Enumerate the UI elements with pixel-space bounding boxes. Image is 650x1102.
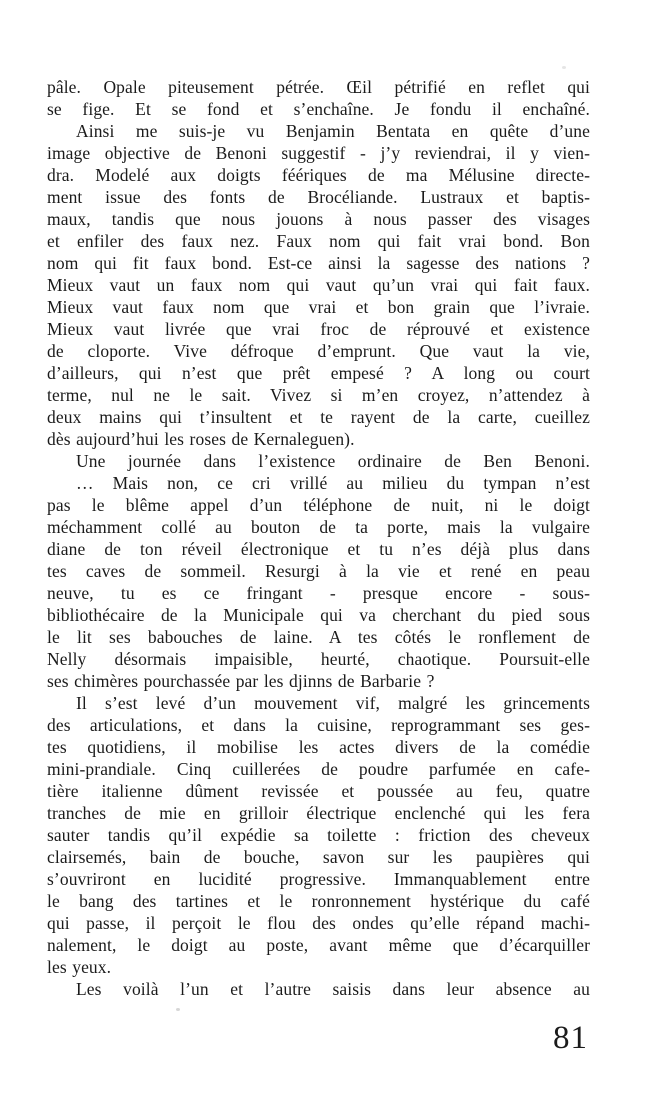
text-line: tranches de mie en grilloir électrique enclenché qui les fera [47, 803, 590, 823]
text-line: méchamment collé au bouton de ta porte, mais la vulgaire [47, 517, 590, 537]
text-line: neuve, tu es ce fringant - presque encore - sous- [47, 583, 590, 603]
text-line: Mieux vaut un faux nom qui vaut qu’un vrai qui fait faux. [47, 275, 590, 295]
text-line: Il s’est levé d’un mouvement vif, malgré les grincements [76, 693, 590, 713]
text-line: Une journée dans l’existence ordinaire de Ben Benoni. [76, 451, 590, 471]
text-line: dès aujourd’hui les roses de Kernaleguen). [47, 429, 355, 449]
text-line: terme, nul ne le sait. Vivez si m’en croyez, n’attendez à [47, 385, 590, 405]
text-line: les yeux. [47, 957, 112, 977]
text-line: et enfiler des faux nez. Faux nom qui fait vrai bond. Bon [47, 231, 590, 251]
text-line: Mieux vaut livrée que vrai froc de réprouvé et existence [47, 319, 590, 339]
text-line: ses chimères pourchassée par les djinns de Barbarie ? [47, 671, 435, 691]
text-line: Nelly désormais impaisible, heurté, chaotique. Poursuit-elle [47, 649, 590, 669]
text-line: clairsemés, bain de bouche, savon sur les paupières qui [47, 847, 590, 867]
text-line: s’ouvriront en lucidité progressive. Immanquablement entre [47, 869, 590, 889]
page-number: 81 [553, 1020, 588, 1056]
text-line: tes quotidiens, il mobilise les actes divers de la comédie [47, 737, 590, 757]
text-line: Les voilà l’un et l’autre saisis dans leur absence au [76, 979, 590, 999]
text-line: … Mais non, ce cri vrillé au milieu du tympan n’est [76, 473, 590, 493]
text-line: qui passe, il perçoit le flou des ondes qu’elle répand machi- [47, 913, 590, 933]
text-line: maux, tandis que nous jouons à nous passer des visages [47, 209, 590, 229]
text-line: le bang des tartines et le ronronnement hystérique du café [47, 891, 590, 911]
scan-speck [176, 1008, 180, 1011]
text-line: tes caves de sommeil. Resurgi à la vie et rené en peau [47, 561, 590, 581]
text-line: sauter tandis qu’il expédie sa toilette : friction des cheveux [47, 825, 590, 845]
text-line: nalement, le doigt au poste, avant même que d’écarquiller [47, 935, 590, 955]
text-line: image objective de Benoni suggestif - j’y reviendrai, il y vien- [47, 143, 590, 163]
text-line: d’ailleurs, qui n’est que prêt empesé ? A long ou court [47, 363, 590, 383]
text-line: deux mains qui t’insultent et te rayent de la carte, cueillez [47, 407, 590, 427]
text-line: Ainsi me suis-je vu Benjamin Bentata en quête d’une [76, 121, 590, 141]
text-line: des articulations, et dans la cuisine, reprogrammant ses ges- [47, 715, 590, 735]
text-block [47, 76, 590, 1000]
scan-speck [562, 66, 566, 69]
text-line: de cloporte. Vive défroque d’emprunt. Que vaut la vie, [47, 341, 590, 361]
text-line: le lit ses babouches de laine. A tes côtés le ronflement de [47, 627, 590, 647]
text-line: se fige. Et se fond et s’enchaîne. Je fondu il enchaîné. [47, 99, 590, 119]
text-line: ment issue des fonts de Brocéliande. Lustraux et baptis- [47, 187, 590, 207]
text-line: dra. Modelé aux doigts féériques de ma Mélusine directe- [47, 165, 590, 185]
text-line: mini-prandiale. Cinq cuillerées de poudre parfumée en cafe- [47, 759, 590, 779]
text-line: nom qui fit faux bond. Est-ce ainsi la sagesse des nations ? [47, 253, 590, 273]
text-line: tière italienne dûment revissée et poussée au feu, quatre [47, 781, 590, 801]
text-line: pas le blême appel d’un téléphone de nuit, ni le doigt [47, 495, 590, 515]
text-line: bibliothécaire de la Municipale qui va cherchant du pied sous [47, 605, 590, 625]
text-line: diane de ton réveil électronique et tu n’es déjà plus dans [47, 539, 590, 559]
text-line: Mieux vaut faux nom que vrai et bon grain que l’ivraie. [47, 297, 590, 317]
text-line: pâle. Opale piteusement pétrée. Œil pétrifié en reflet qui [47, 77, 590, 97]
